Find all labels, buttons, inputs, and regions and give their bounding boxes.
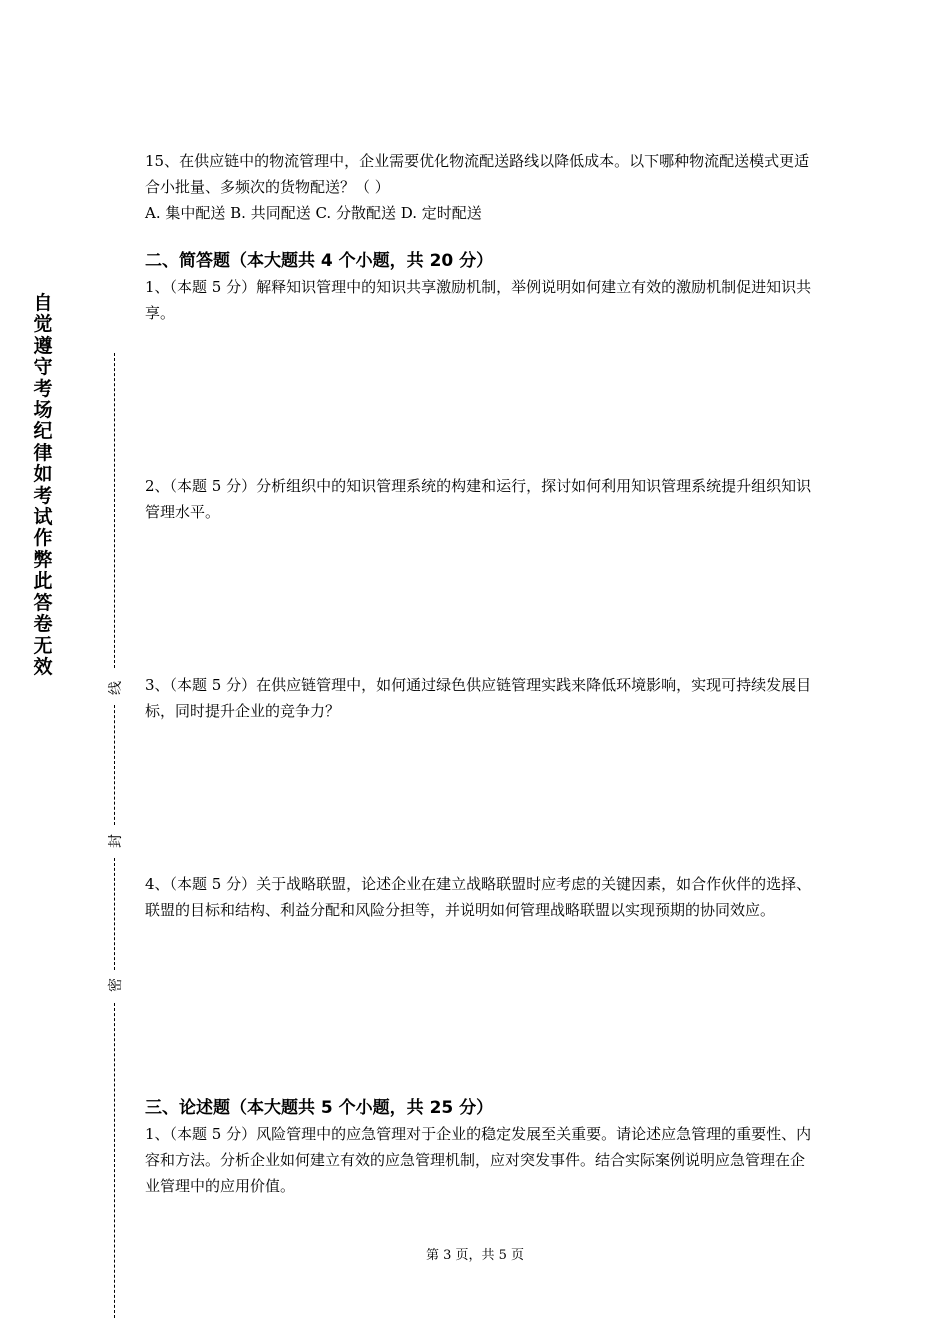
binding-dash-segment xyxy=(114,858,115,970)
binding-mark-secret: 密 xyxy=(105,975,125,995)
exam-discipline-notice xyxy=(30,293,56,678)
short-answer-question-4-block xyxy=(145,871,813,923)
binding-mark-line: 线 xyxy=(105,678,125,698)
notice-char: 自 xyxy=(33,292,53,314)
notice-char: 此 xyxy=(33,570,53,593)
question-15 xyxy=(145,148,813,226)
notice-char: 守 xyxy=(33,356,53,379)
short-answer-question-1: 1、（本题 5 分）解释知识管理中的知识共享激励机制，举例说明如何建立有效的激励机制促进知识共享。 xyxy=(145,278,812,322)
question-15-options: A. 集中配送 B. 共同配送 C. 分散配送 D. 定时配送 xyxy=(145,204,482,222)
binding-dash-segment xyxy=(114,353,115,668)
notice-char: 考 xyxy=(33,484,53,507)
binding-line xyxy=(105,353,125,1318)
section-2-title: 二、简答题（本大题共 4 个小题，共 20 分） xyxy=(145,251,494,271)
section-3 xyxy=(145,1095,813,1199)
binding-mark-seal: 封 xyxy=(105,831,125,851)
notice-char: 弊 xyxy=(33,548,53,571)
essay-question-1: 1、（本题 5 分）风险管理中的应急管理对于企业的稳定发展至关重要。请论述应急管理的重要性、内容和方法。分析企业如何建立有效的应急管理机制，应对突发事件。结合实际案例说明应急管理在企业管理中的应用价值。 xyxy=(145,1125,812,1195)
notice-char: 遵 xyxy=(33,334,53,357)
notice-char: 无 xyxy=(33,634,53,657)
notice-char: 效 xyxy=(33,655,53,678)
notice-char: 如 xyxy=(33,463,53,486)
notice-char: 试 xyxy=(33,506,53,529)
notice-char: 觉 xyxy=(33,313,53,336)
question-15-text: 15、在供应链中的物流管理中，企业需要优化物流配送路线以降低成本。以下哪种物流配送模式更适合小批量、多频次的货物配送？（ ） xyxy=(145,152,810,196)
short-answer-question-2: 2、（本题 5 分）分析组织中的知识管理系统的构建和运行，探讨如何利用知识管理系统提升组织知识管理水平。 xyxy=(145,477,812,521)
short-answer-question-2-block xyxy=(145,473,813,525)
binding-dash-segment xyxy=(114,1003,115,1318)
section-3-title: 三、论述题（本大题共 5 个小题，共 25 分） xyxy=(145,1098,494,1118)
page-number: 第 3 页，共 5 页 xyxy=(425,1248,525,1263)
notice-char: 卷 xyxy=(33,613,53,636)
short-answer-question-3-block xyxy=(145,672,813,724)
short-answer-question-3: 3、（本题 5 分）在供应链管理中，如何通过绿色供应链管理实践来降低环境影响，实现可持续发展目标，同时提升企业的竞争力？ xyxy=(145,676,812,720)
notice-char: 场 xyxy=(33,399,53,422)
notice-char: 作 xyxy=(33,527,53,550)
short-answer-question-4: 4、（本题 5 分）关于战略联盟，论述企业在建立战略联盟时应考虑的关键因素，如合作伙伴的选择、联盟的目标和结构、利益分配和风险分担等，并说明如何管理战略联盟以实现预期的协同效应。 xyxy=(145,875,812,919)
notice-char: 律 xyxy=(33,441,53,464)
notice-char: 纪 xyxy=(33,420,53,443)
section-2 xyxy=(145,248,813,326)
notice-char: 考 xyxy=(33,377,53,400)
binding-dash-segment xyxy=(114,705,115,825)
notice-char: 答 xyxy=(33,591,53,614)
